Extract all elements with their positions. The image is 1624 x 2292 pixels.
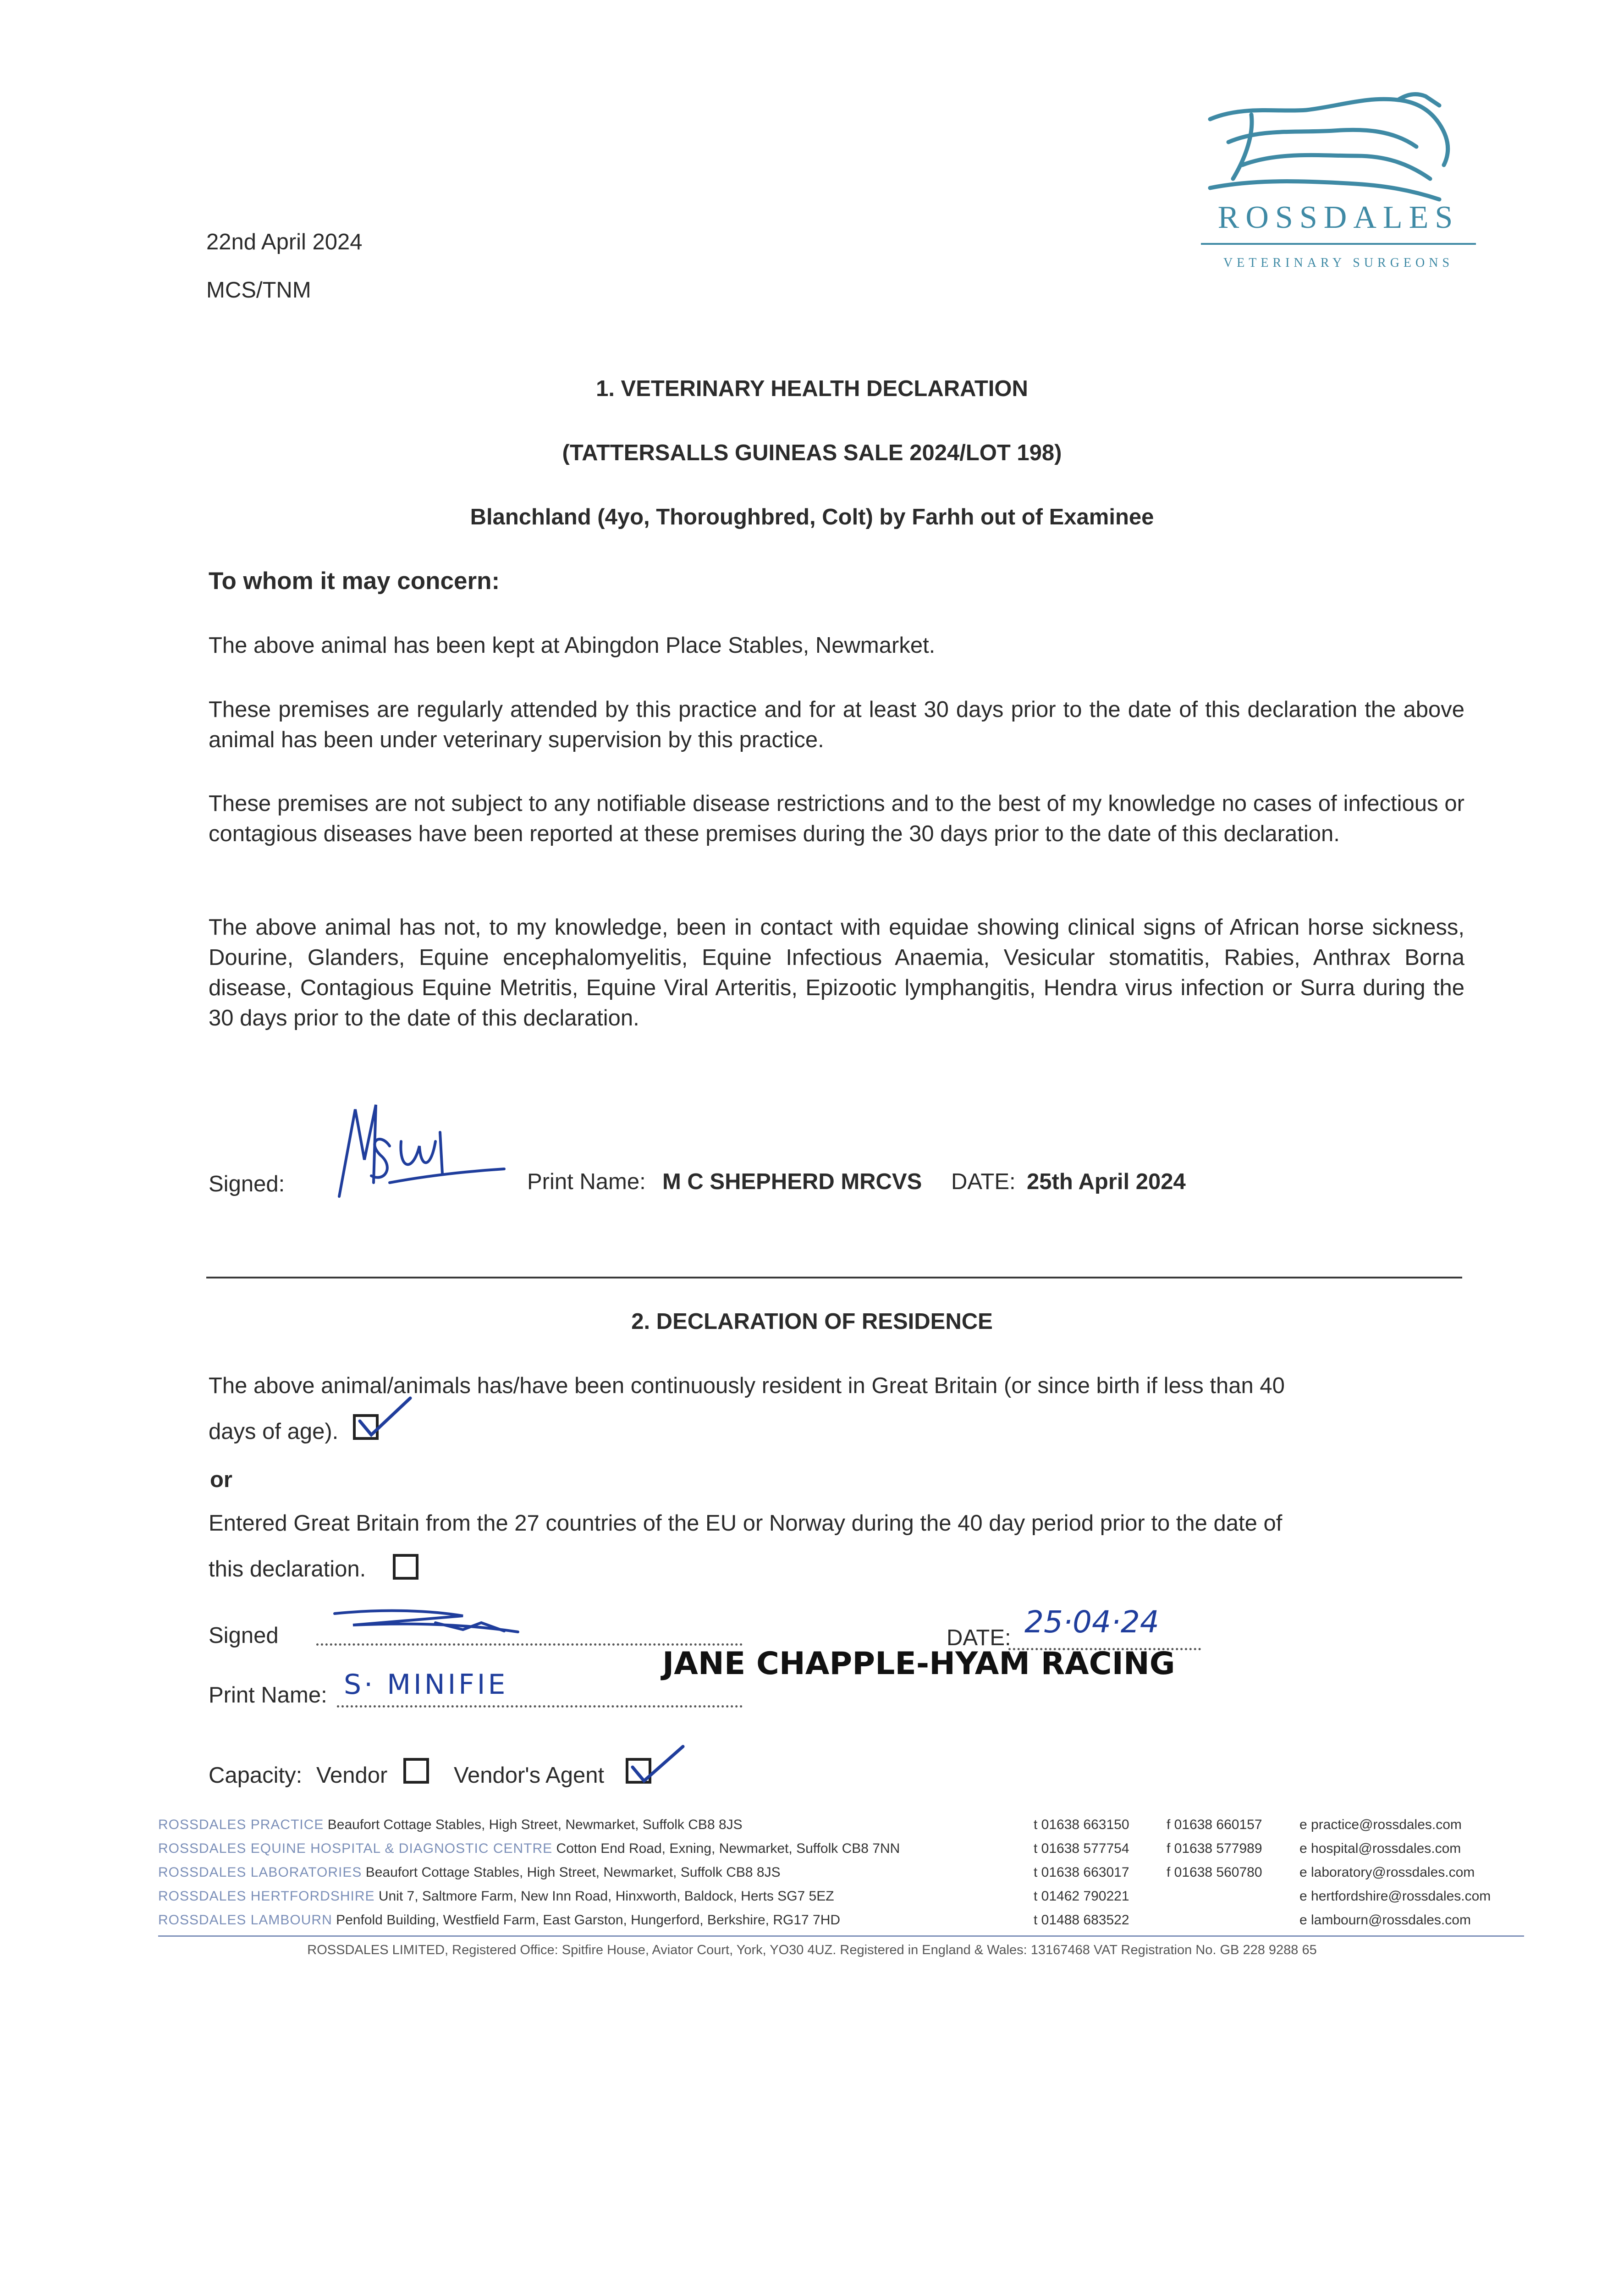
logo-name: ROSSDALES xyxy=(1217,200,1459,235)
footer-hospital-tel: t 01638 577754 xyxy=(1034,1841,1129,1856)
section1-heading: 1. VETERINARY HEALTH DECLARATION xyxy=(596,376,1028,401)
salutation: To whom it may concern: xyxy=(209,567,500,595)
footer-contacts xyxy=(158,1813,1533,1932)
horse-description: Blanchland (4yo, Thoroughbred, Colt) by Farhh out of Examinee xyxy=(470,505,1154,529)
paragraph-restrictions: These premises are not subject to any notifiable disease restrictions and to the best of my knowledge no cases of infectious or contagious diseases have been reported at these premises during the 30 days prior to the date of this declaration. xyxy=(209,791,1464,846)
footer-hospital-email: e hospital@rossdales.com xyxy=(1299,1841,1461,1856)
footer-registered: ROSSDALES LIMITED, Registered Office: Spitfire House, Aviator Court, York, YO30 4UZ. Registered in England & Wales: 13167468 VAT Registration No. GB 228 9288 65 xyxy=(307,1943,1317,1957)
capacity-label: Capacity: xyxy=(209,1763,303,1788)
footer-row-laboratories xyxy=(158,1861,1533,1884)
vet-print-name-label: Print Name: xyxy=(527,1169,646,1194)
footer-hertfordshire-address: Unit 7, Saltmore Farm, New Inn Road, Hinxworth, Baldock, Herts SG7 5EZ xyxy=(378,1889,834,1904)
footer-practice-name: ROSSDALES PRACTICE xyxy=(158,1817,324,1832)
company-stamp: JANE CHAPPLE-HYAM RACING xyxy=(662,1646,1175,1682)
footer-practice-email: e practice@rossdales.com xyxy=(1299,1817,1462,1832)
footer-laboratories-address: Beaufort Cottage Stables, High Street, Newmarket, Suffolk CB8 8JS xyxy=(365,1865,781,1880)
residence-option1-line1: The above animal/animals has/have been continuously resident in Great Britain (or since birth if less than 40 xyxy=(209,1373,1285,1398)
residence-option2-line1: Entered Great Britain from the 27 countries of the EU or Norway during the 40 day period prior to the date of xyxy=(209,1511,1283,1536)
footer-lambourn-email: e lambourn@rossdales.com xyxy=(1299,1912,1471,1928)
footer-hospital-fax: f 01638 577989 xyxy=(1167,1841,1262,1856)
footer-hertfordshire-name: ROSSDALES HERTFORDSHIRE xyxy=(158,1889,375,1904)
footer-laboratories-fax: f 01638 560780 xyxy=(1167,1865,1262,1880)
agent-print-name-line xyxy=(337,1705,743,1708)
letter-date: 22nd April 2024 xyxy=(206,230,363,254)
footer-row-lambourn xyxy=(158,1908,1533,1932)
option2-checkbox[interactable] xyxy=(393,1554,418,1580)
vet-date-value: 25th April 2024 xyxy=(1027,1169,1186,1194)
paragraph-supervision: These premises are regularly attended by this practice and for at least 30 days prior to the date of this declaration the above animal has been under veterinary supervision by this practice. xyxy=(209,697,1464,752)
footer-practice-address: Beaufort Cottage Stables, High Street, Newmarket, Suffolk CB8 8JS xyxy=(327,1817,743,1832)
agent-date-label: DATE: xyxy=(947,1625,1011,1650)
agent-signature-image xyxy=(325,1604,564,1646)
footer-hospital-name: ROSSDALES EQUINE HOSPITAL & DIAGNOSTIC CENTRE xyxy=(158,1841,553,1856)
rossdales-logo xyxy=(1201,87,1476,289)
residence-option2-line2: this declaration. xyxy=(209,1557,366,1581)
option1-checkmark-icon xyxy=(355,1394,415,1444)
footer-row-hertfordshire xyxy=(158,1884,1533,1908)
agent-print-name-handwritten: S· MINIFIE xyxy=(344,1669,508,1701)
residence-option1-line2: days of age). xyxy=(209,1419,339,1444)
section1-subheading: (TATTERSALLS GUINEAS SALE 2024/LOT 198) xyxy=(562,441,1062,465)
vet-print-name-value: M C SHEPHERD MRCVS xyxy=(662,1169,922,1194)
vet-date-label: DATE: xyxy=(951,1169,1016,1194)
footer-practice-tel: t 01638 663150 xyxy=(1034,1817,1129,1832)
footer-lambourn-address: Penfold Building, Westfield Farm, East Garston, Hungerford, Berkshire, RG17 7HD xyxy=(336,1912,841,1928)
footer-laboratories-tel: t 01638 663017 xyxy=(1034,1865,1129,1880)
or-label: or xyxy=(210,1467,232,1492)
section-divider xyxy=(206,1277,1462,1278)
agent-print-name-label: Print Name: xyxy=(209,1683,327,1708)
footer-laboratories-name: ROSSDALES LABORATORIES xyxy=(158,1865,362,1880)
footer-hospital-address: Cotton End Road, Exning, Newmarket, Suffolk CB8 7NN xyxy=(556,1841,900,1856)
paragraph-kept-at: The above animal has been kept at Abingdon Place Stables, Newmarket. xyxy=(209,633,936,658)
vendor-label: Vendor xyxy=(316,1763,388,1788)
footer-divider xyxy=(158,1935,1524,1937)
logo-divider xyxy=(1201,243,1476,245)
footer-lambourn-name: ROSSDALES LAMBOURN xyxy=(158,1912,332,1928)
vendor-agent-checkmark-icon xyxy=(628,1742,688,1788)
agent-signed-label: Signed xyxy=(209,1623,279,1648)
footer-hertfordshire-tel: t 01462 790221 xyxy=(1034,1889,1129,1904)
footer-lambourn-tel: t 01488 683522 xyxy=(1034,1912,1129,1928)
vendor-agent-label: Vendor's Agent xyxy=(454,1763,605,1788)
footer-row-practice xyxy=(158,1813,1533,1837)
paragraph-contact: The above animal has not, to my knowledge, been in contact with equidae showing clinical signs of African horse sickness, Dourine, Glanders, Equine encephalomyelitis, Equine Infectious Anaemia, Vesicular stomatitis, Rabies, Anthrax Borna disease, Contagious Equine Metritis, Equine Viral Arteritis, Epizootic lymphangitis, Hendra virus infection or Surra during the 30 days prior to the date of this declaration. xyxy=(209,915,1464,1030)
vendor-checkbox[interactable] xyxy=(403,1758,429,1784)
letter-reference: MCS/TNM xyxy=(206,278,311,303)
agent-date-handwritten: 25·04·24 xyxy=(1024,1604,1159,1640)
horse-logo-icon xyxy=(1201,87,1476,206)
footer-laboratories-email: e laboratory@rossdales.com xyxy=(1299,1865,1475,1880)
vet-signature-image xyxy=(321,1091,513,1206)
logo-tagline: VETERINARY SURGEONS xyxy=(1223,256,1454,270)
footer-row-hospital xyxy=(158,1837,1533,1861)
vet-signed-label: Signed: xyxy=(209,1172,285,1196)
footer-practice-fax: f 01638 660157 xyxy=(1167,1817,1262,1832)
footer-hertfordshire-email: e hertfordshire@rossdales.com xyxy=(1299,1889,1491,1904)
section2-heading: 2. DECLARATION OF RESIDENCE xyxy=(631,1309,993,1334)
